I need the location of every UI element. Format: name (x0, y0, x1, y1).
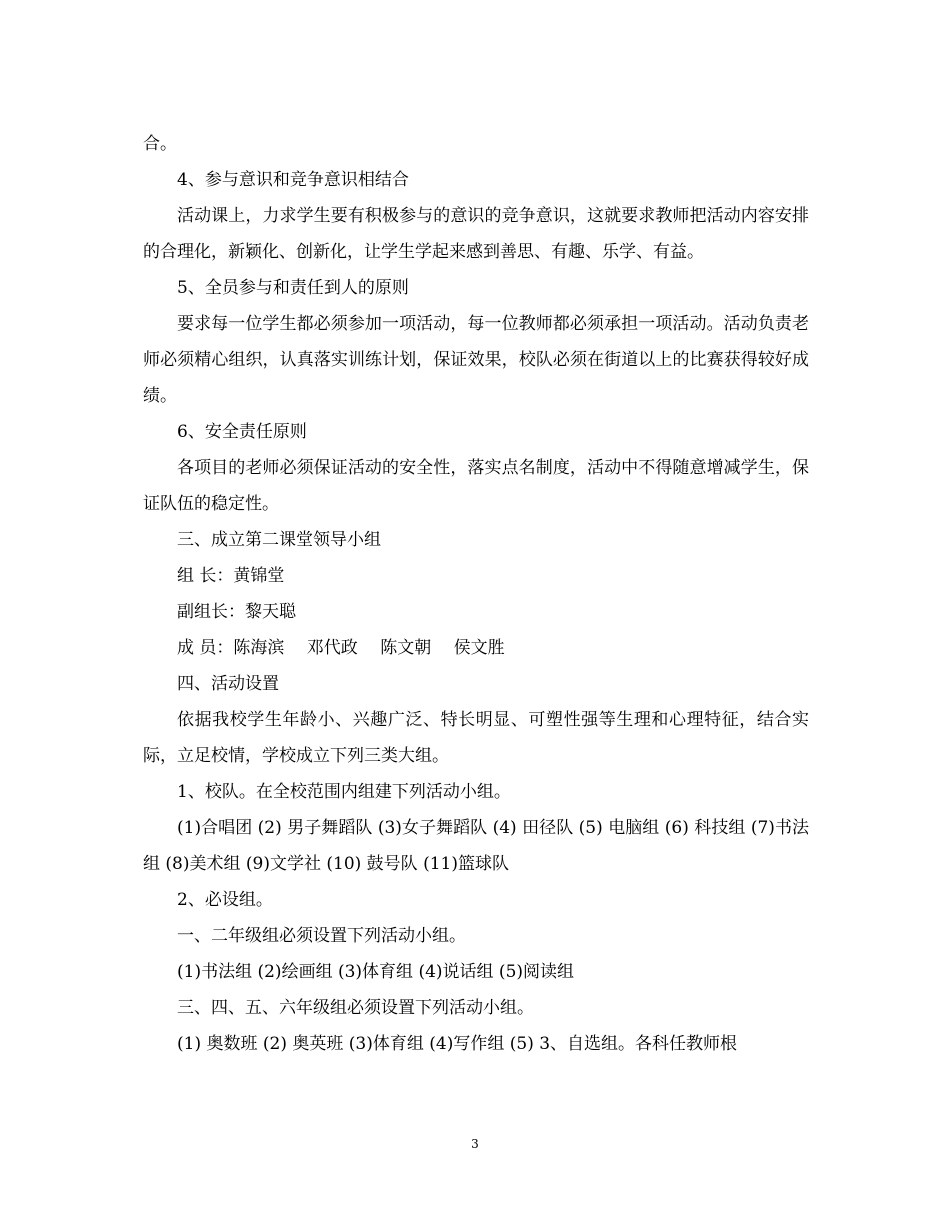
deputy-leader-line: 副组长：黎天聪 (177, 602, 296, 622)
members-line: 成 员：陈海滨 邓代政 陈文朝 侯文胜 (177, 638, 505, 658)
section-heading: 四、活动设置 (177, 674, 279, 694)
paragraph: 三、四、五、六年级组必须设置下列活动小组。 (177, 998, 534, 1018)
section-heading: 4、参与意识和竞争意识相结合 (177, 170, 409, 190)
paragraph: 依据我校学生年龄小、兴趣广泛、特长明显、可塑性强等生理和心理特征，结合实际，立足校情，学校成立下列三类大组。 (143, 710, 809, 766)
subsection-heading: 1、校队。在全校范围内组建下列活动小组。 (177, 782, 511, 802)
document-body (143, 126, 809, 1062)
paragraph: 一、二年级组必须设置下列活动小组。 (177, 926, 466, 946)
section-heading: 三、成立第二课堂领导小组 (177, 530, 381, 550)
paragraph: 各项目的老师必须保证活动的安全性，落实点名制度，活动中不得随意增减学生，保证队伍的稳定性。 (143, 458, 809, 514)
page-number: 3 (471, 1137, 479, 1151)
paragraph: 合。 (143, 134, 177, 154)
group-list: (1) 奥数班 (2) 奥英班 (3)体育组 (4)写作组 (5) 3、自选组。各科任教师根 (177, 1034, 738, 1054)
paragraph: 活动课上，力求学生要有积极参与的意识的竞争意识，这就要求教师把活动内容安排的合理化，新颖化、创新化，让学生学起来感到善思、有趣、乐学、有益。 (143, 206, 809, 262)
paragraph: 要求每一位学生都必须参加一项活动，每一位教师都必须承担一项活动。活动负责老师必须精心组织，认真落实训练计划，保证效果，校队必须在街道以上的比赛获得较好成绩。 (143, 314, 809, 406)
group-list: (1)合唱团 (2) 男子舞蹈队 (3)女子舞蹈队 (4) 田径队 (5) 电脑组 (6) 科技组 (7)书法组 (8)美术组 (9)文学社 (10) 鼓号队 (11)篮球队 (143, 818, 809, 874)
group-leader-line: 组 长：黄锦堂 (177, 566, 285, 586)
group-list: (1)书法组 (2)绘画组 (3)体育组 (4)说话组 (5)阅读组 (177, 962, 575, 982)
section-heading: 5、全员参与和责任到人的原则 (177, 278, 409, 298)
subsection-heading: 2、必设组。 (177, 890, 273, 910)
section-heading: 6、安全责任原则 (177, 422, 307, 442)
